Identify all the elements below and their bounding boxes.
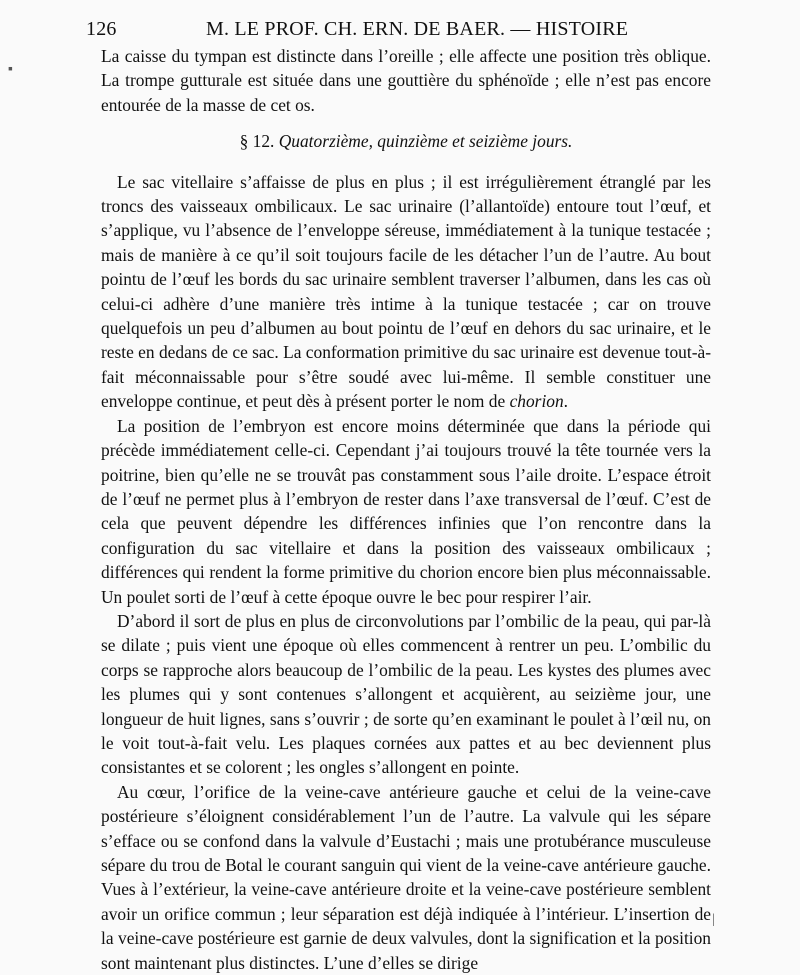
paragraph-sac-vitellaire — [101, 170, 711, 414]
margin-speck: | — [712, 912, 715, 927]
paragraph-text: Le sac vitellaire s’affaisse de plus en plus ; il est irrégulièrement étranglé par les troncs des vaisseaux ombilicaux. Le sac urinaire (l’allantoïde) entoure tout l’œuf, et s’applique, vu l’absence de l’enveloppe séreuse, immédiatement à la tunique testacée ; mais de manière à ce qu’il soit toujours facile de les détacher l’un de l’autre. Au bout pointu de l’œuf les bords du sac urinaire semblent traverser l’albumen, dans les cas où celui-ci adhère d’une manière très intime à la tunique testacée ; car on trouve quelquefois un peu d’albumen au bout pointu de l’œuf en dehors du sac urinaire, et le reste en dedans de ce sac. La conformation primitive du sac urinaire est devenue tout-à-fait méconnaissable pour s’être soudé avec lui-même. Il semble constituer une enveloppe continue, et peut dès à présent porter le nom de — [101, 171, 711, 412]
running-title: M. LE PROF. CH. ERN. DE BAER. — HISTOIRE — [206, 18, 629, 40]
paragraph-position-embryon: La position de l’embryon est encore moins déterminée que dans la période qui précède immédiatement celle-ci. Cependant j’ai toujours trouvé la tête tournée vers la poitrine, bien qu’elle ne se trouvât pas constamment sous l’aile droite. L’espace étroit de l’œuf ne permet plus à l’embryon de rester dans l’axe transversal de l’œuf. C’est de cela que peuvent dépendre les différences infinies que l’on rencontre dans la configuration du sac vitellaire et dans la position des vaisseaux ombilicaux ; différences qui rendent la forme primitive du chorion encore bien plus méconnaissable. Un poulet sorti de l’œuf à cette époque ouvre le bec pour respirer l’air. — [101, 415, 711, 607]
section-title: Quatorzième, quinzième et seizième jours. — [278, 131, 573, 152]
opening-paragraph: La caisse du tympan est distincte dans l’oreille ; elle affecte une position très oblique. La trompe gutturale est située dans une gouttière du sphénoïde ; elle n’est pas encore entourée de la masse de cet os. — [101, 46, 711, 115]
page-body — [101, 44, 711, 975]
emphasis-chorion: chorion — [509, 391, 564, 412]
paragraph-end: . — [563, 391, 569, 412]
page-number: 126 — [86, 18, 117, 40]
section-number: § 12. — [239, 131, 275, 152]
section-heading — [101, 129, 711, 153]
paragraph-ombilic: D’abord il sort de plus en plus de circonvolutions par l’ombilic de la peau, qui par-là se dilate ; puis vient une époque où elles commencent à rentrer un peu. L’ombilic du corps se rapproche alors beaucoup de l’ombilic de la peau. Les kystes des plumes avec les plumes qui y sont contenues s’allongent et acquièrent, au seizième jour, une longueur de huit lignes, sans s’ouvrir ; de sorte qu’en examinant le poulet à l’œil nu, on le voit tout-à-fait velu. Les plaques cornées aux pattes et au bec deviennent plus consistantes et se colorent ; les ongles s’allongent en pointe. — [101, 610, 711, 778]
paragraph-coeur: Au cœur, l’orifice de la veine-cave antérieure gauche et celui de la veine-cave postérieure s’éloignent considérablement l’un de l’autre. La valvule qui les sépare s’efface ou se confond dans la valvule d’Eustachi ; mais une protubérance musculeuse sépare du trou de Botal le courant sanguin qui vient de la veine-cave antérieure gauche. Vues à l’extérieur, la veine-cave antérieure droite et la veine-cave postérieure semblent avoir un orifice commun ; leur séparation est déjà indiquée à l’intérieur. L’insertion de la veine-cave postérieure est garnie de deux valvules, dont la signification et la position sont maintenant plus distinctes. L’une d’elles se dirige — [101, 781, 711, 973]
margin-speck: ▪ — [8, 62, 13, 77]
